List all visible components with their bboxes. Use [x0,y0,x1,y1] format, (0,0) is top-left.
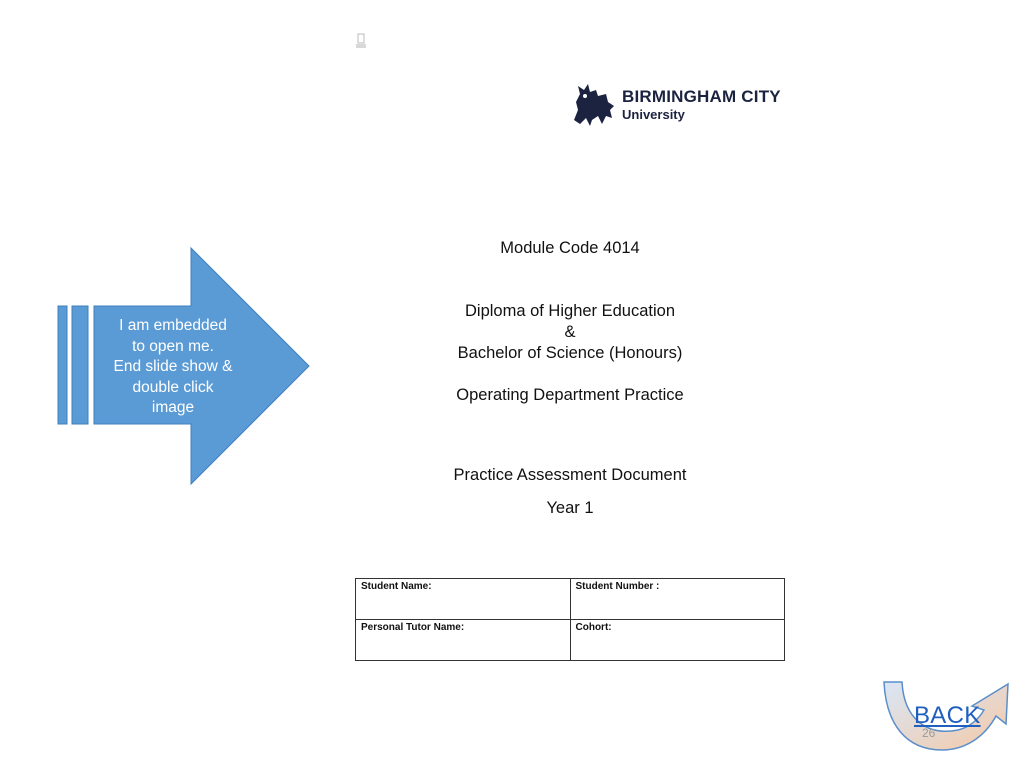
program-title: Operating Department Practice [456,386,684,404]
ampersand: & [564,323,576,341]
diploma-title: Diploma of Higher Education [464,302,676,320]
table-row [356,620,785,661]
note-line-3: End slide show & [113,358,233,375]
back-button[interactable] [880,680,1016,760]
note-line-2: to open me. [132,337,214,355]
cohort-field[interactable]: Cohort: [570,620,785,661]
page-number: 26 [922,726,936,740]
note-line-5: image [151,399,195,416]
student-info-table [355,578,785,661]
embedded-note [102,316,244,419]
embedded-object-icon [354,32,368,50]
university-logo [568,80,788,128]
note-line-1: I am embedded [119,317,227,334]
student-number-field[interactable]: Student Number : [570,579,785,620]
table-row [356,579,785,620]
student-name-field[interactable]: Student Name: [356,579,571,620]
logo-name: BIRMINGHAM CITY [622,87,781,106]
back-link[interactable]: BACK [914,702,981,729]
logo-subtitle: University [622,107,685,122]
note-line-4: double click [132,378,214,396]
lion-crest-icon [568,80,618,128]
module-code: Module Code 4014 [500,239,640,257]
tutor-name-field[interactable]: Personal Tutor Name: [356,620,571,661]
bachelor-title: Bachelor of Science (Honours) [457,344,683,362]
document-title: Practice Assessment Document [453,466,687,484]
year-label: Year 1 [546,499,594,517]
